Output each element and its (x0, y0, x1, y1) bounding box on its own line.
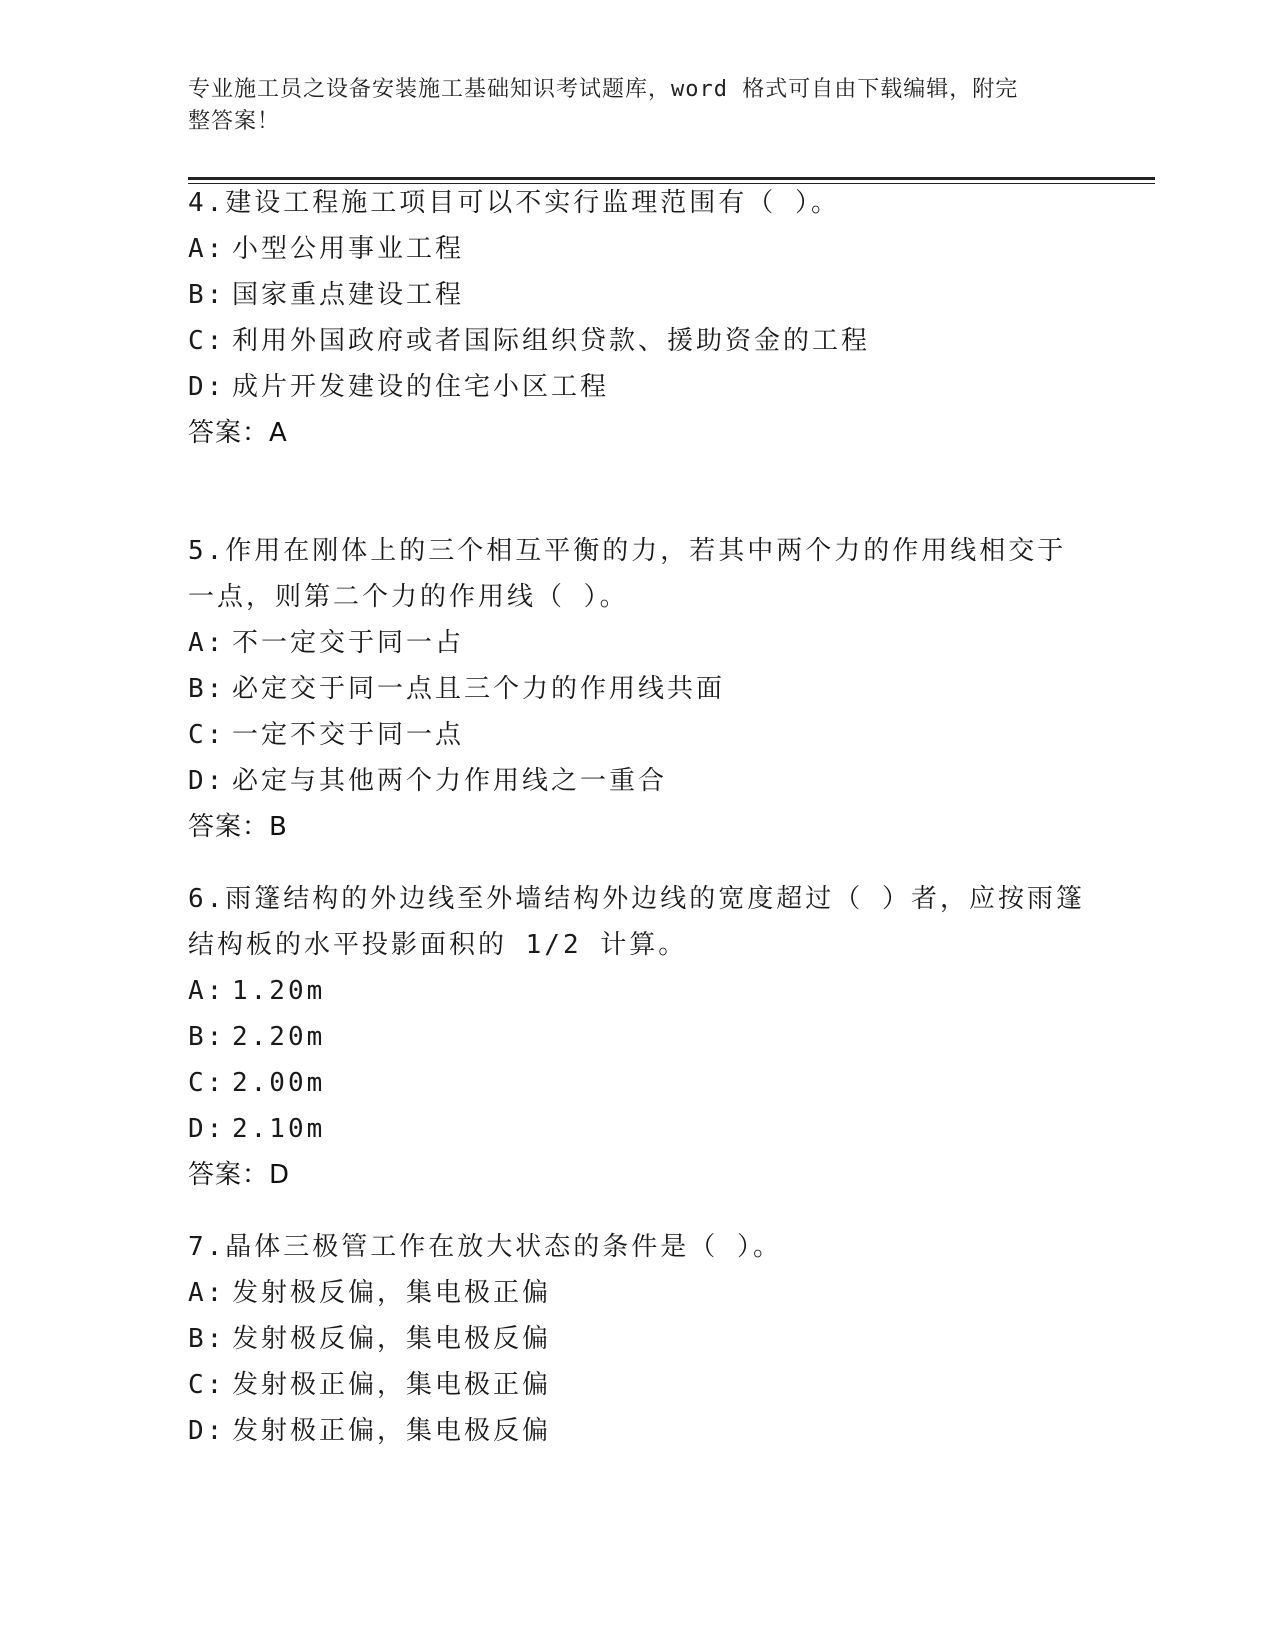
option-label: A: (188, 628, 226, 658)
answer-line: 答案：A (188, 418, 288, 448)
option-c (188, 1362, 1088, 1408)
option-b (188, 272, 1088, 318)
option-c (188, 318, 1088, 364)
option-a (188, 226, 1088, 272)
header-line-2: 整答案！ (188, 109, 281, 134)
option-a (188, 968, 1088, 1014)
option-label: A: (188, 976, 226, 1006)
option-label: B: (188, 280, 226, 310)
question-block (188, 180, 1088, 456)
option-label: D: (188, 1416, 226, 1446)
option-c (188, 1060, 1088, 1106)
option-text: 2.20m (232, 1022, 326, 1052)
option-text: 必定与其他两个力作用线之一重合 (232, 766, 668, 796)
option-text: 必定交于同一点且三个力的作用线共面 (232, 674, 726, 704)
option-text: 发射极正偏，集电极正偏 (232, 1370, 552, 1400)
option-text: 一定不交于同一点 (232, 720, 465, 750)
option-label: D: (188, 1114, 226, 1144)
question-block (188, 1224, 1088, 1454)
option-text: 发射极反偏，集电极正偏 (232, 1278, 552, 1308)
option-label: D: (188, 766, 226, 796)
option-text: 利用外国政府或者国际组织贷款、援助资金的工程 (232, 326, 871, 356)
option-label: C: (188, 1370, 226, 1400)
answer-line: 答案：D (188, 1160, 291, 1190)
question-stem-continued: 一点，则第二个力的作用线（ ）。 (188, 582, 629, 612)
document-header (188, 74, 1068, 138)
option-label: B: (188, 1324, 226, 1354)
option-b (188, 1014, 1088, 1060)
option-a (188, 1270, 1088, 1316)
option-label: B: (188, 674, 226, 704)
option-d (188, 1408, 1088, 1454)
option-label: B: (188, 1022, 226, 1052)
option-b (188, 666, 1088, 712)
option-text: 发射极正偏，集电极反偏 (232, 1416, 552, 1446)
option-text: 成片开发建设的住宅小区工程 (232, 372, 610, 402)
option-b (188, 1316, 1088, 1362)
option-d (188, 364, 1088, 410)
option-label: C: (188, 720, 226, 750)
option-label: A: (188, 234, 226, 264)
question-block (188, 528, 1088, 850)
option-c (188, 712, 1088, 758)
option-text: 发射极反偏，集电极反偏 (232, 1324, 552, 1354)
question-stem-continued: 结构板的水平投影面积的 1/2 计算。 (188, 930, 688, 960)
option-text: 1.20m (232, 976, 326, 1006)
question-block (188, 876, 1088, 1198)
option-text: 小型公用事业工程 (232, 234, 465, 264)
question-stem: 5.作用在刚体上的三个相互平衡的力，若其中两个力的作用线相交于 (188, 536, 1067, 566)
option-text: 国家重点建设工程 (232, 280, 465, 310)
question-stem: 4.建设工程施工项目可以不实行监理范围有（ ）。 (188, 188, 840, 218)
option-text: 2.00m (232, 1068, 326, 1098)
option-a (188, 620, 1088, 666)
option-d (188, 1106, 1088, 1152)
option-label: A: (188, 1278, 226, 1308)
option-label: C: (188, 1068, 226, 1098)
option-text: 不一定交于同一占 (232, 628, 465, 658)
question-stem: 7.晶体三极管工作在放大状态的条件是（ ）。 (188, 1232, 782, 1262)
option-d (188, 758, 1088, 804)
answer-line: 答案：B (188, 812, 288, 842)
option-label: D: (188, 372, 226, 402)
option-label: C: (188, 326, 226, 356)
question-stem: 6.雨篷结构的外边线至外墙结构外边线的宽度超过（ ）者，应按雨篷 (188, 884, 1085, 914)
header-line-1: 专业施工员之设备安装施工基础知识考试题库，word 格式可自由下载编辑，附完 (188, 77, 1019, 102)
option-text: 2.10m (232, 1114, 326, 1144)
